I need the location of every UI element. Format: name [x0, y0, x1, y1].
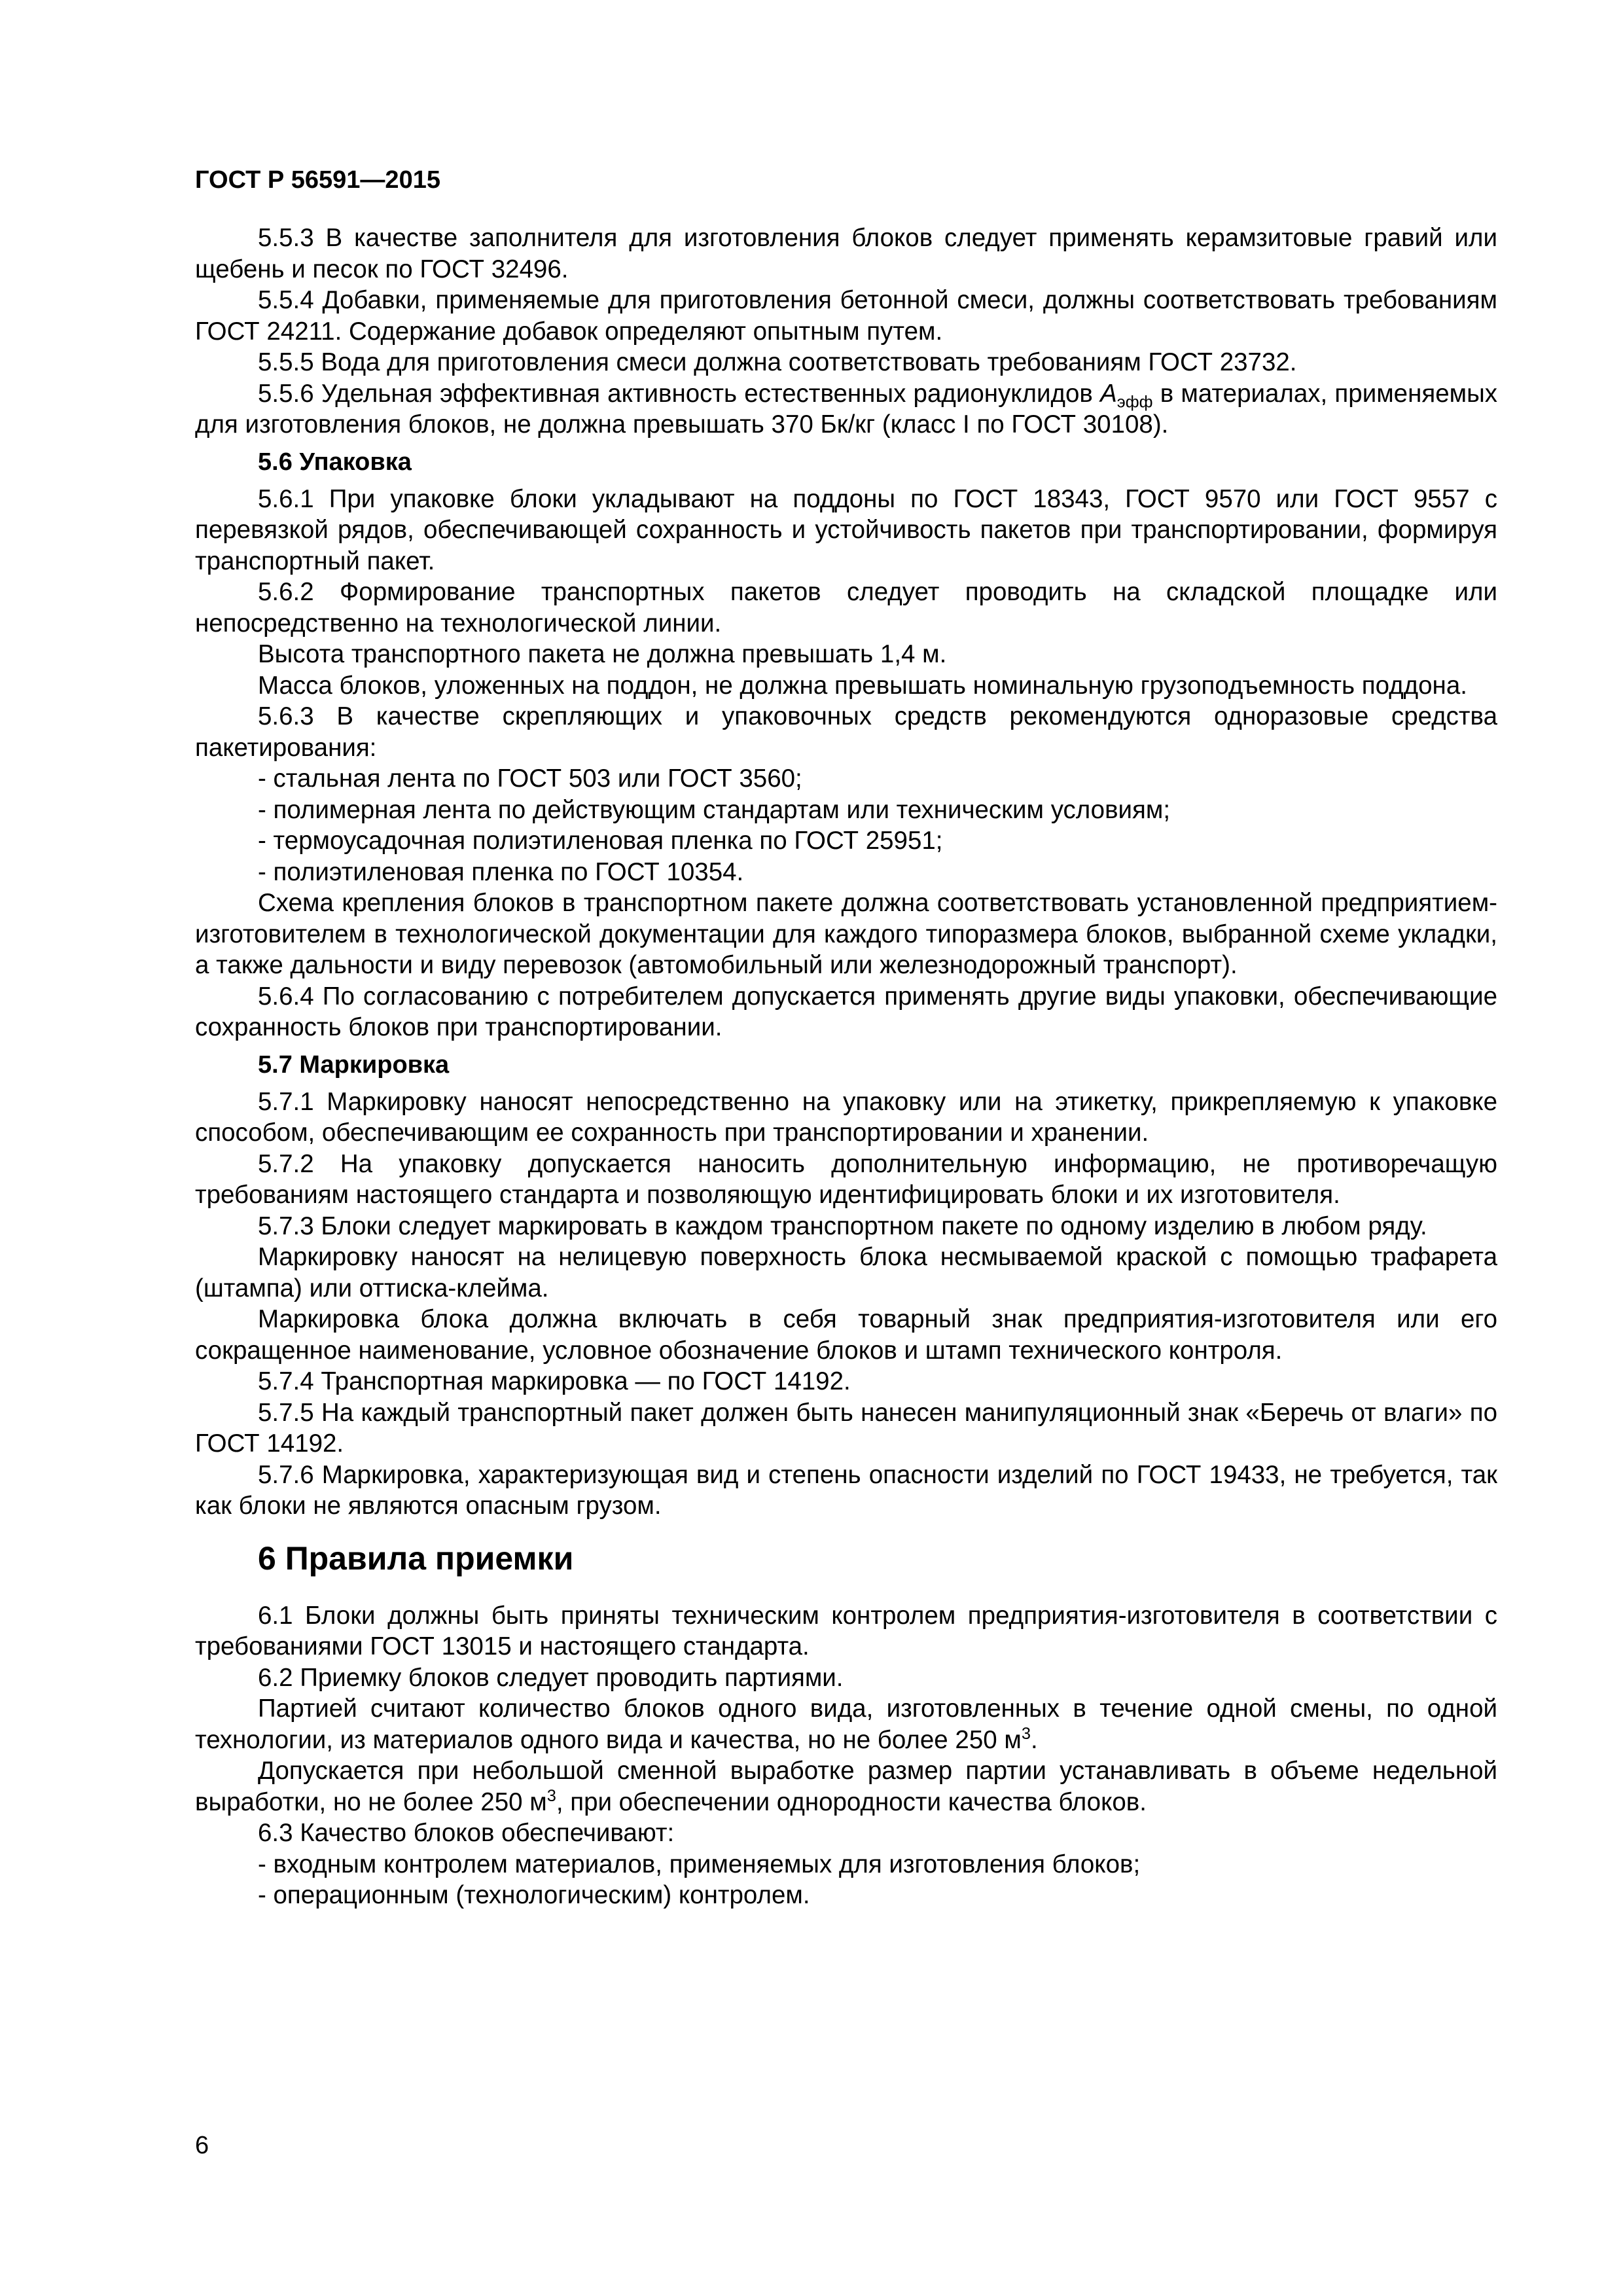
document-body — [195, 223, 1497, 1911]
document-header: ГОСТ Р 56591—2015 — [195, 166, 440, 194]
weekly-batch-end: , при обеспечении однородности качества блоков. — [556, 1787, 1147, 1816]
paragraph-marking-content: Маркировка блока должна включать в себя товарный знак предприятия-изготовителя или его сокращенное наименование, условное обозначение блоков и штамп технического контроля. — [195, 1305, 1497, 1365]
paragraph-5-7-4: 5.7.4 Транспортная маркировка — по ГОСТ 14192. — [258, 1367, 851, 1395]
paragraph-marking-paint: Маркировку наносят на нелицевую поверхность блока несмываемой краской с помощью трафарета (штампа) или оттиска-клейма. — [195, 1243, 1497, 1302]
paragraph-5-6-1: 5.6.1 При упаковке блоки укладывают на поддоны по ГОСТ 18343, ГОСТ 9570 или ГОСТ 9557 с перевязкой рядов, обеспечивающей сохранность и устойчивость пакетов при транспортировании, формируя транспортный пакет. — [195, 484, 1497, 575]
list-item: - полимерная лента по действующим стандартам или техническим условиям; — [258, 795, 1171, 824]
paragraph-5-6-2: 5.6.2 Формирование транспортных пакетов следует проводить на складской площадке или непосредственно на технологической линии. — [195, 578, 1497, 637]
paragraph-5-7-5: 5.7.5 На каждый транспортный пакет должен быть нанесен манипуляционный знак «Беречь от влаги» по ГОСТ 14192. — [195, 1398, 1497, 1458]
list-item: - термоусадочная полиэтиленовая пленка по ГОСТ 25951; — [258, 827, 943, 855]
paragraph-5-7-3: 5.7.3 Блоки следует маркировать в каждом транспортном пакете по одному изделию в любом ряду. — [258, 1211, 1427, 1240]
list-item: - полиэтиленовая пленка по ГОСТ 10354. — [258, 857, 744, 886]
batch-definition-end: . — [1030, 1725, 1038, 1754]
paragraph-6-3: 6.3 Качество блоков обеспечивают: — [258, 1819, 675, 1847]
activity-subscript: эфф — [1116, 393, 1153, 412]
section-heading-5-6: 5.6 Упаковка — [258, 448, 412, 476]
activity-symbol: A — [1100, 379, 1117, 408]
paragraph-weekly-batch — [195, 1755, 1497, 1818]
weekly-batch-text: Допускается при небольшой сменной выработке размер партии устанавливать в объеме недельной выработки, но не более 250 м — [195, 1757, 1497, 1816]
paragraph-5-7-6: 5.7.6 Маркировка, характеризующая вид и степень опасности изделий по ГОСТ 19433, не требуется, так как блоки не являются опасным грузом. — [195, 1460, 1497, 1520]
page-number: 6 — [195, 2132, 209, 2159]
paragraph-fastening-scheme: Схема крепления блоков в транспортном пакете должна соответствовать установленной предприятием-изготовителем в технологической документации для каждого типоразмера блоков, выбранной схеме укладки, а также дальности и виду перевозок (автомобильный или железнодорожный транспорт). — [195, 889, 1497, 979]
list-item: - операционным (технологическим) контролем. — [258, 1881, 810, 1909]
section-heading-6: 6 Правила приемки — [258, 1539, 574, 1577]
cubic-superscript: 3 — [546, 1786, 556, 1805]
paragraph-6-1: 6.1 Блоки должны быть приняты техническим контролем предприятия-изготовителя в соответствии с требованиями ГОСТ 13015 и настоящего стандарта. — [195, 1601, 1497, 1660]
paragraph-batch-definition — [195, 1693, 1497, 1755]
paragraph-5-6-3: 5.6.3 В качестве скрепляющих и упаковочных средств рекомендуются одноразовые средства пакетирования: — [195, 702, 1497, 762]
batch-definition-text: Партией считают количество блоков одного вида, изготовленных в течение одной смены, по одной технологии, из материалов одного вида и качества, но не более 250 м — [195, 1695, 1497, 1754]
paragraph-5-6-4: 5.6.4 По согласованию с потребителем допускается применять другие виды упаковки, обеспечивающие сохранность блоков при транспортировании. — [195, 982, 1497, 1041]
paragraph-5-7-2: 5.7.2 На упаковку допускается наносить дополнительную информацию, не противоречащую требованиям настоящего стандарта и позволяющую идентифицировать блоки и их изготовителя. — [195, 1149, 1497, 1209]
paragraph-6-2: 6.2 Приемку блоков следует проводить партиями. — [258, 1663, 844, 1692]
paragraph-5-5-4: 5.5.4 Добавки, применяемые для приготовления бетонной смеси, должны соответствовать требованиям ГОСТ 24211. Содержание добавок определяют опытным путем. — [195, 286, 1497, 346]
paragraph-5-5-3: 5.5.3 В качестве заполнителя для изготовления блоков следует применять керамзитовые гравий или щебень и песок по ГОСТ 32496. — [195, 224, 1497, 283]
paragraph-5-5-6-start: 5.5.6 Удельная эффективная активность естественных радионуклидов — [258, 379, 1101, 408]
paragraph-5-7-1: 5.7.1 Маркировку наносят непосредственно на упаковку или на этикетку, прикрепляемую к упаковке способом, обеспечивающим ее сохранность при транспортировании и хранении. — [195, 1087, 1497, 1147]
paragraph-5-5-6-end: в материалах, применяемых для изготовления блоков, не должна превышать 370 Бк/кг (класс I по ГОСТ 30108). — [195, 379, 1497, 439]
section-heading-5-7: 5.7 Маркировка — [258, 1050, 450, 1079]
paragraph-5-5-5: 5.5.5 Вода для приготовления смеси должна соответствовать требованиям ГОСТ 23732. — [258, 348, 1297, 376]
list-item: - стальная лента по ГОСТ 503 или ГОСТ 3560; — [258, 764, 802, 793]
paragraph-pallet-mass: Масса блоков, уложенных на поддон, не должна превышать номинальную грузоподъемность поддона. — [258, 671, 1467, 700]
paragraph-5-5-6 — [195, 378, 1497, 440]
list-item: - входным контролем материалов, применяемых для изготовления блоков; — [258, 1850, 1141, 1878]
paragraph-pallet-height: Высота транспортного пакета не должна превышать 1,4 м. — [258, 640, 947, 668]
cubic-superscript: 3 — [1021, 1724, 1031, 1743]
